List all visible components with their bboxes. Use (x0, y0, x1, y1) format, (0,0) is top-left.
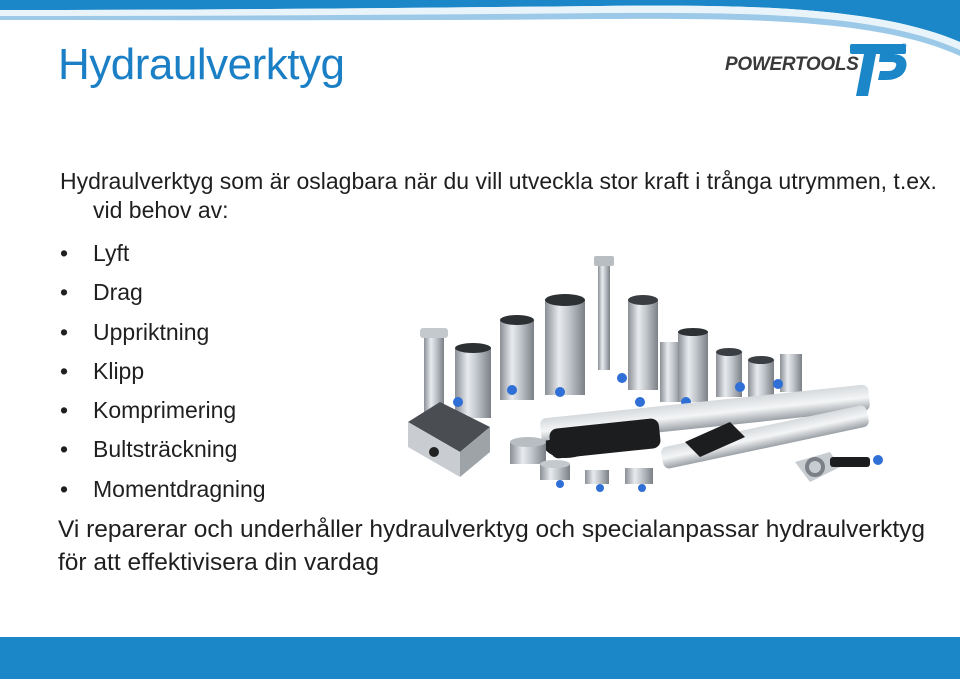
closing-paragraph: Vi reparerar och underhåller hydraulverktyg och specialanpassar hydraulverktyg för att effektivisera din vardag (58, 516, 926, 576)
bullet-text: Klipp (93, 357, 145, 384)
logo-text: POWERTOOLS (725, 54, 859, 75)
powertools-logo (722, 38, 912, 100)
bullet-item-komprimering (60, 395, 266, 434)
powertools-p-logo-icon (850, 38, 910, 100)
bullet-dot: • (60, 240, 69, 266)
bullet-dot: • (60, 397, 69, 424)
bullet-dot: • (60, 318, 69, 345)
bullet-dot: • (60, 357, 69, 384)
registered-mark: ® (902, 44, 907, 50)
bullet-item-drag (60, 277, 266, 316)
bullet-item-bultstrackning (60, 434, 266, 473)
bullet-item-momentdragning (60, 474, 266, 513)
bullet-item-uppriktning (60, 317, 266, 356)
bullet-text: Uppriktning (93, 318, 210, 345)
hydraulic-tools-photo (400, 252, 890, 502)
bullet-dot: • (60, 475, 69, 502)
bullet-dot: • (60, 436, 69, 463)
bullet-text: Lyft (93, 240, 130, 266)
bullet-text: Bultsträckning (93, 436, 238, 463)
bullet-text: Komprimering (93, 397, 237, 424)
bullet-list (60, 238, 266, 513)
bullet-dot: • (60, 279, 69, 306)
bullet-text: Momentdragning (93, 475, 266, 502)
bullet-text: Drag (93, 279, 143, 306)
slide-title: Hydraulverktyg (58, 40, 345, 89)
bullet-item-lyft (60, 238, 266, 277)
intro-paragraph: Hydraulverktyg som är oslagbara när du vill utveckla stor kraft i trånga utrymmen, t.ex. vid behov av: (60, 168, 937, 223)
bullet-item-klipp (60, 356, 266, 395)
bottom-band (0, 637, 960, 679)
